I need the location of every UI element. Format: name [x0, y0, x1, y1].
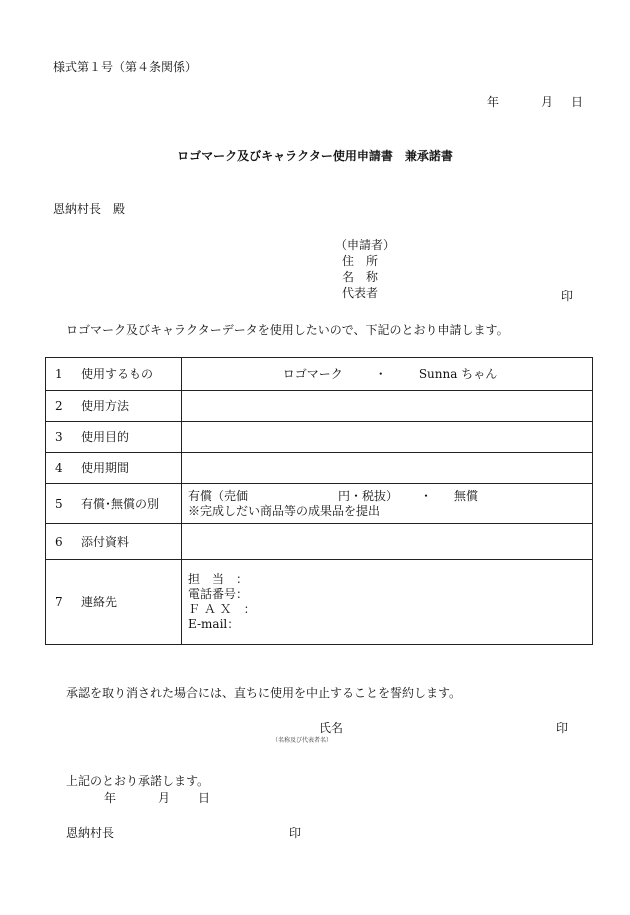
approval-month-label: 月 [158, 791, 171, 805]
application-date [487, 96, 583, 108]
item-to-use-cell[interactable] [182, 358, 593, 391]
row-label: 使用するもの [81, 367, 154, 381]
form-number: 様式第１号（第４条関係） [53, 60, 198, 74]
signature-name-label: 氏名 [319, 721, 344, 735]
signature-note: （名称及び代表者名） [272, 737, 333, 744]
applicant-heading: （申請者） [335, 238, 396, 252]
table-row [46, 524, 593, 560]
row-number: 6 [55, 534, 63, 549]
contact-cell [182, 560, 593, 645]
table-row [46, 484, 593, 524]
contact-phone-label[interactable]: 電話番号： [188, 587, 249, 601]
date-year-label: 年 [487, 95, 500, 109]
character-option[interactable]: Sunna ちゃん [418, 367, 498, 381]
application-statement: ロゴマーク及びキャラクターデータを使用したいので、下記のとおり申請します。 [66, 323, 509, 337]
row-label-cell [46, 391, 182, 422]
row-label-cell [46, 358, 182, 391]
usage-purpose-field[interactable] [182, 422, 593, 453]
mayor-title: 恩納村長 [66, 826, 115, 840]
applicant-representative-label: 代表者 [342, 286, 379, 300]
table-row [46, 560, 593, 645]
application-form-table [45, 357, 593, 645]
row-number: 2 [55, 399, 63, 413]
usage-period-field[interactable] [182, 453, 593, 484]
approval-date [104, 792, 210, 804]
table-row [46, 453, 593, 484]
contact-person-label[interactable]: 担 当 ： [188, 572, 249, 586]
applicant-name-label: 名 称 [342, 270, 379, 284]
row-label-cell [46, 524, 182, 560]
contact-email-label[interactable]: E-mail： [188, 617, 240, 631]
table-row [46, 422, 593, 453]
paid-option[interactable]: 有償（売価 [188, 488, 249, 503]
row-label-cell [46, 560, 182, 645]
row-number: 7 [55, 595, 63, 609]
row-label: 使用期間 [81, 461, 130, 475]
applicant-block [335, 237, 395, 301]
row-label: 使用方法 [81, 399, 130, 413]
row-label-cell [46, 484, 182, 524]
row-label: 添付資料 [81, 534, 130, 549]
mayor-seal-mark: 印 [289, 826, 302, 840]
table-row [46, 358, 593, 391]
date-day-label: 日 [571, 95, 584, 109]
signature-seal-mark: 印 [556, 721, 569, 735]
payment-type-cell[interactable] [182, 484, 593, 524]
approval-statement: 上記のとおり承諾します。 [66, 774, 210, 788]
approval-year-label: 年 [104, 791, 117, 805]
contact-fax-label[interactable]: Ｆ Ａ Ｘ ： [188, 602, 256, 616]
row-number: 3 [55, 430, 63, 444]
logo-option[interactable]: ロゴマーク [282, 367, 343, 381]
date-month-label: 月 [541, 95, 554, 109]
row-label: 有償･無償の別 [81, 496, 160, 511]
option-separator: ・ [420, 488, 433, 503]
attachments-field[interactable] [182, 524, 593, 560]
price-unit-label: 円・税抜） [338, 488, 399, 503]
row-label-cell [46, 453, 182, 484]
option-separator: ・ [374, 367, 387, 381]
row-label: 連絡先 [81, 595, 118, 609]
usage-method-field[interactable] [182, 391, 593, 422]
pledge-statement: 承認を取り消された場合には、直ちに使用を中止することを誓約します。 [66, 686, 462, 700]
row-label: 使用目的 [81, 430, 130, 444]
free-option[interactable]: 無償 [454, 488, 479, 503]
payment-note: ※完成しだい商品等の成果品を提出 [188, 503, 381, 518]
applicant-seal-mark: 印 [561, 289, 574, 303]
addressee: 恩納村長 殿 [53, 202, 126, 216]
table-row [46, 391, 593, 422]
row-number: 4 [55, 461, 63, 475]
row-number: 5 [55, 496, 63, 511]
row-number: 1 [55, 367, 63, 381]
row-label-cell [46, 422, 182, 453]
approval-day-label: 日 [198, 791, 211, 805]
payment-options [188, 489, 592, 504]
applicant-address-label: 住 所 [342, 254, 379, 268]
document-title: ロゴマーク及びキャラクター使用申請書 兼承諾書 [177, 149, 453, 163]
